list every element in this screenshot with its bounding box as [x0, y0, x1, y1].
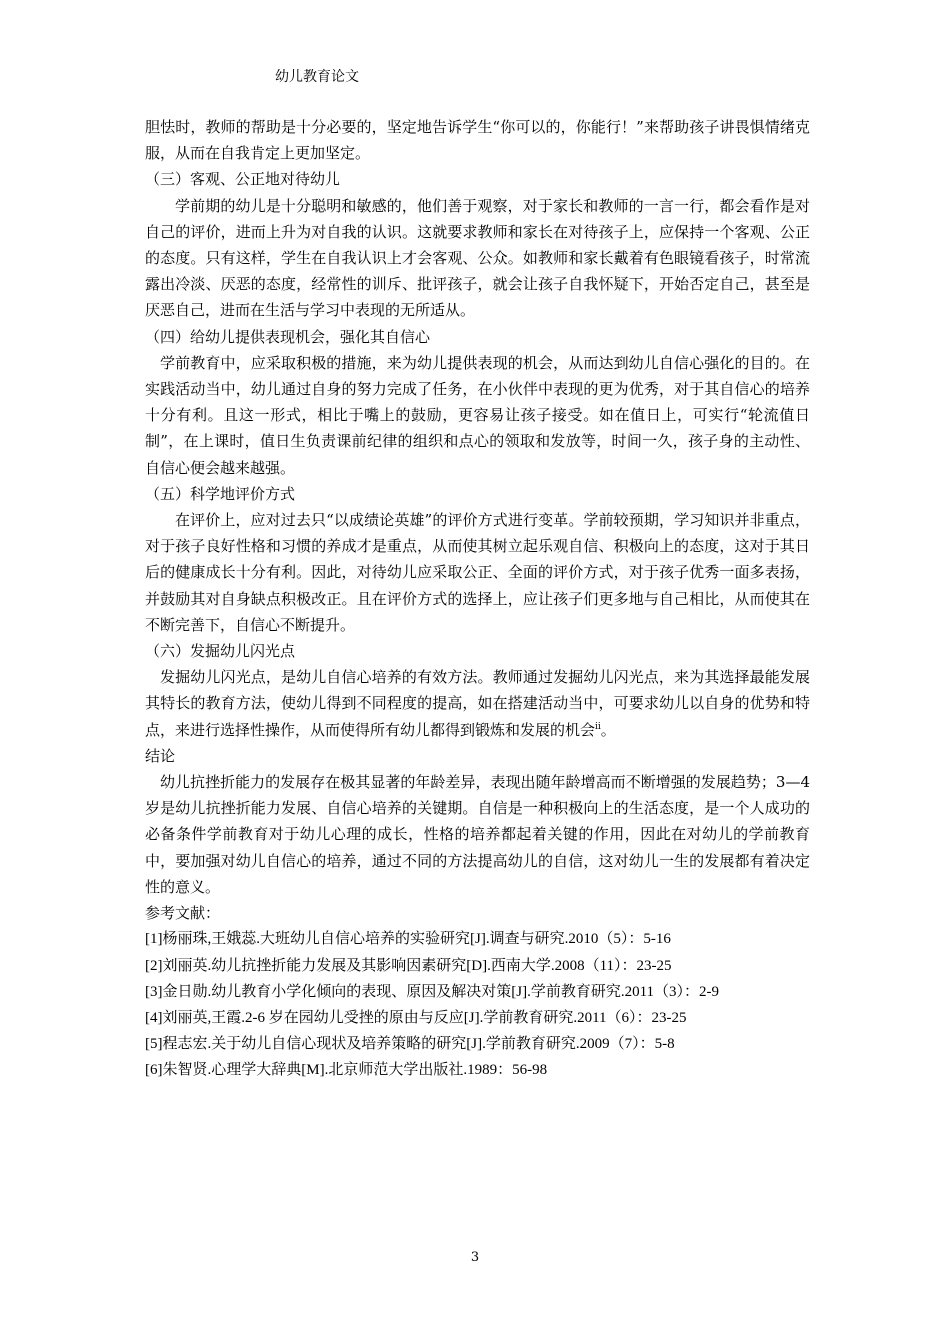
section-heading-5: （五）科学地评价方式 — [145, 484, 296, 503]
reference-item: [1]杨丽珠,王娥蕊.大班幼儿自信心培养的实验研究[J].调查与研究.2010（5）：5-16 — [145, 931, 671, 948]
reference-item: [4]刘丽英,王霞.2-6 岁在园幼儿受挫的原由与反应[J].学前教育研究.2011（6）：23-25 — [145, 1009, 687, 1026]
section-heading-6: （六）发掘幼儿闪光点 — [145, 642, 296, 661]
paragraph-section-3: 学前期的幼儿是十分聪明和敏感的，他们善于观察，对于家长和教师的一言一行，都会看作是对自己的评价，进而上升为对自我的认识。这就要求教师和家长在对待孩子上，应保持一个客观、公正的态度。只有这样，学生在自我认识上才会客观、公众。如教师和家长戴着有色眼镜看孩子，时常流露出冷淡、厌恶的态度，经常性的训斥、批评孩子，就会让孩子自我怀疑下，开始否定自己，甚至是厌恶自己，进而在生活与学习中表现的无所适从。 — [145, 196, 810, 320]
section-heading-4: （四）给幼儿提供表现机会，强化其自信心 — [145, 327, 431, 346]
reference-item: [2]刘丽英.幼儿抗挫折能力发展及其影响因素研究[D].西南大学.2008（11）：23-25 — [145, 957, 672, 974]
page-header: 幼儿教育论文 — [275, 69, 359, 85]
footnote-marker: ii — [595, 721, 601, 732]
reference-item: [3]金日勋.幼儿教育小学化倾向的表现、原因及解决对策[J].学前教育研究.2011（3）：2-9 — [145, 983, 720, 1000]
document-body — [145, 114, 810, 1084]
paragraph-section-6-text: 发掘幼儿闪光点，是幼儿自信心培养的有效方法。教师通过发掘幼儿闪光点，来为其选择最能发展其特长的教育方法，使幼儿得到不同程度的提高，如在搭建活动当中，可要求幼儿以自身的优势和特点，来进行选择性操作，从而使得所有幼儿都得到锻炼和发展的机会 — [145, 668, 810, 739]
paragraph-section-4: 学前教育中，应采取积极的措施，来为幼儿提供表现的机会，从而达到幼儿自信心强化的目的。在实践活动当中，幼儿通过自身的努力完成了任务，在小伙伴中表现的更为优秀，对于其自信心的培养十分有利。且这一形式，相比于嘴上的鼓励，更容易让孩子接受。如在值日上，可实行“轮流值日制”，在上课时，值日生负责课前纪律的组织和点心的领取和发放等，时间一久，孩子身的主动性、自信心便会越来越强。 — [145, 353, 810, 477]
page-number: 3 — [470, 1250, 480, 1265]
paragraph-section-6-end: 。 — [600, 720, 616, 739]
reference-item: [6]朱智贤.心理学大辞典[M].北京师范大学出版社.1989：56-98 — [145, 1062, 548, 1079]
paragraph-conclusion: 幼儿抗挫折能力的发展存在极其显著的年龄差异，表现出随年龄增高而不断增强的发展趋势；3—4 岁是幼儿抗挫折能力发展、自信心培养的关键期。自信是一种积极向上的生活态度，是一个人成功的必备条件学前教育对于幼儿心理的成长，性格的培养都起着关键的作用，因此在对幼儿的学前教育中，要加强对幼儿自信心的培养，通过不同的方法提高幼儿的自信，这对幼儿一生的发展都有着决定性的意义。 — [145, 773, 810, 896]
conclusion-heading: 结论 — [145, 746, 176, 765]
paragraph-continuation: 胆怯时，教师的帮助是十分必要的，坚定地告诉学生“你可以的，你能行！”来帮助孩子讲畏惧情绪克服，从而在自我肯定上更加坚定。 — [145, 118, 810, 163]
references-title: 参考文献： — [145, 904, 221, 923]
paragraph-section-5: 在评价上，应对过去只“以成绩论英雄”的评价方式进行变革。学前较预期，学习知识并非重点，对于孩子良好性格和习惯的养成才是重点，从而使其树立起乐观自信、积极向上的态度，这对于其日后的健康成长十分有利。因此，对待幼儿应采取公正、全面的评价方式，对于孩子优秀一面多表扬，并鼓励其对自身缺点积极改正。且在评价方式的选择上，应让孩子们更多地与自己相比，从而使其在不断完善下，自信心不断提升。 — [145, 511, 810, 634]
section-heading-3: （三）客观、公正地对待幼儿 — [145, 170, 341, 189]
paragraph-section-6 — [145, 664, 810, 743]
reference-item: [5]程志宏.关于幼儿自信心现状及培养策略的研究[J].学前教育研究.2009（7）：5-8 — [145, 1036, 675, 1053]
